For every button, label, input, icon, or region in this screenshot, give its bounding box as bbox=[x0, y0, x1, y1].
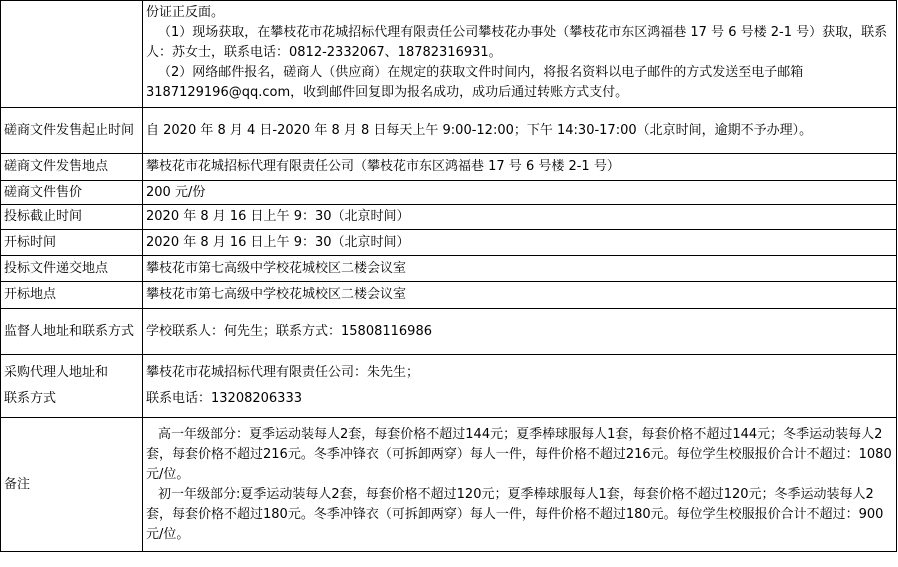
row-label: 开标时间 bbox=[1, 230, 143, 256]
document-access-cell bbox=[143, 1, 897, 108]
agent-company: 攀枝花市花城招标代理有限责任公司：朱先生； bbox=[146, 365, 420, 380]
row-value: 自 2020 年 8 月 4 日-2020 年 8 月 8 日每天上午 9:00-12:00；下午 14:30-17:00（北京时间，逾期不予办理）。 bbox=[143, 108, 897, 154]
agent-phone: 联系电话：13208206333 bbox=[146, 391, 302, 406]
remarks-grade-7: 初一年级部分:夏季运动装每人2套，每套价格不超过120元；夏季棒球服每人1套，每套价格不超过120元；冬季运动装每人2套，每套价格不超过180元。冬季冲锋衣（可拆卸两穿）每人一件，每件价格不超过180元。每位学生校服报价合计不超过：900元/位。 bbox=[146, 486, 884, 542]
row-label: 磋商文件售价 bbox=[1, 181, 143, 205]
row-value: 2020 年 8 月 16 日上午 9：30（北京时间） bbox=[143, 230, 897, 256]
table-row bbox=[1, 256, 897, 282]
agent-label-line2: 联系方式 bbox=[4, 391, 57, 406]
table-row bbox=[1, 205, 897, 230]
table-row bbox=[1, 309, 897, 355]
table-row bbox=[1, 154, 897, 181]
remarks-grade-10: 高一年级部分：夏季运动装每人2套，每套价格不超过144元；夏季棒球服每人1套，每套价格不超过144元；冬季运动装每人2套，每套价格不超过216元。冬季冲锋衣（可拆卸两穿）每人一件，每件价格不超过216元。每位学生校服报价合计不超过：1080元/位。 bbox=[146, 426, 892, 482]
row-value: 2020 年 8 月 16 日上午 9：30（北京时间） bbox=[143, 205, 897, 230]
row-label: 开标地点 bbox=[1, 282, 143, 309]
remarks-cell bbox=[143, 418, 897, 552]
table-row-agent bbox=[1, 355, 897, 418]
id-card-note: 份证正反面。 bbox=[146, 5, 225, 20]
row-value: 学校联系人：何先生；联系方式：15808116986 bbox=[143, 309, 897, 355]
table-row-document-access bbox=[1, 1, 897, 108]
row-value: 攀枝花市第七高级中学校花城校区二楼会议室 bbox=[143, 256, 897, 282]
email-access-note: （2）网络邮件报名，磋商人（供应商）在规定的获取文件时间内，将报名资料以电子邮件的方式发送至电子邮箱 3187129196@qq.com，收到邮件回复即为报名成功，成功后通过转账方式支付。 bbox=[146, 65, 804, 100]
remarks-label: 备注 bbox=[1, 418, 143, 552]
agent-value-cell bbox=[143, 355, 897, 418]
agent-label-cell bbox=[1, 355, 143, 418]
onsite-access-note: （1）现场获取，在攀枝花市花城招标代理有限责任公司攀枝花办事处（攀枝花市东区鸿福巷 17 号 6 号楼 2-1 号）获取，联系人：苏女士，联系电话：0812-2332067、18782316931。 bbox=[146, 25, 888, 60]
row-label: 投标文件递交地点 bbox=[1, 256, 143, 282]
table-row bbox=[1, 108, 897, 154]
row-value: 200 元/份 bbox=[143, 181, 897, 205]
row-label: 磋商文件发售地点 bbox=[1, 154, 143, 181]
agent-label-line1: 采购代理人地址和 bbox=[4, 365, 109, 380]
row-label: 监督人地址和联系方式 bbox=[1, 309, 143, 355]
row-label-empty bbox=[1, 1, 143, 108]
table-row bbox=[1, 230, 897, 256]
table-row-remarks bbox=[1, 418, 897, 552]
row-value: 攀枝花市花城招标代理有限责任公司（攀枝花市东区鸿福巷 17 号 6 号楼 2-1 号） bbox=[143, 154, 897, 181]
row-value: 攀枝花市第七高级中学校花城校区二楼会议室 bbox=[143, 282, 897, 309]
row-label: 磋商文件发售起止时间 bbox=[1, 108, 143, 154]
table-row bbox=[1, 282, 897, 309]
table-row bbox=[1, 181, 897, 205]
row-label: 投标截止时间 bbox=[1, 205, 143, 230]
